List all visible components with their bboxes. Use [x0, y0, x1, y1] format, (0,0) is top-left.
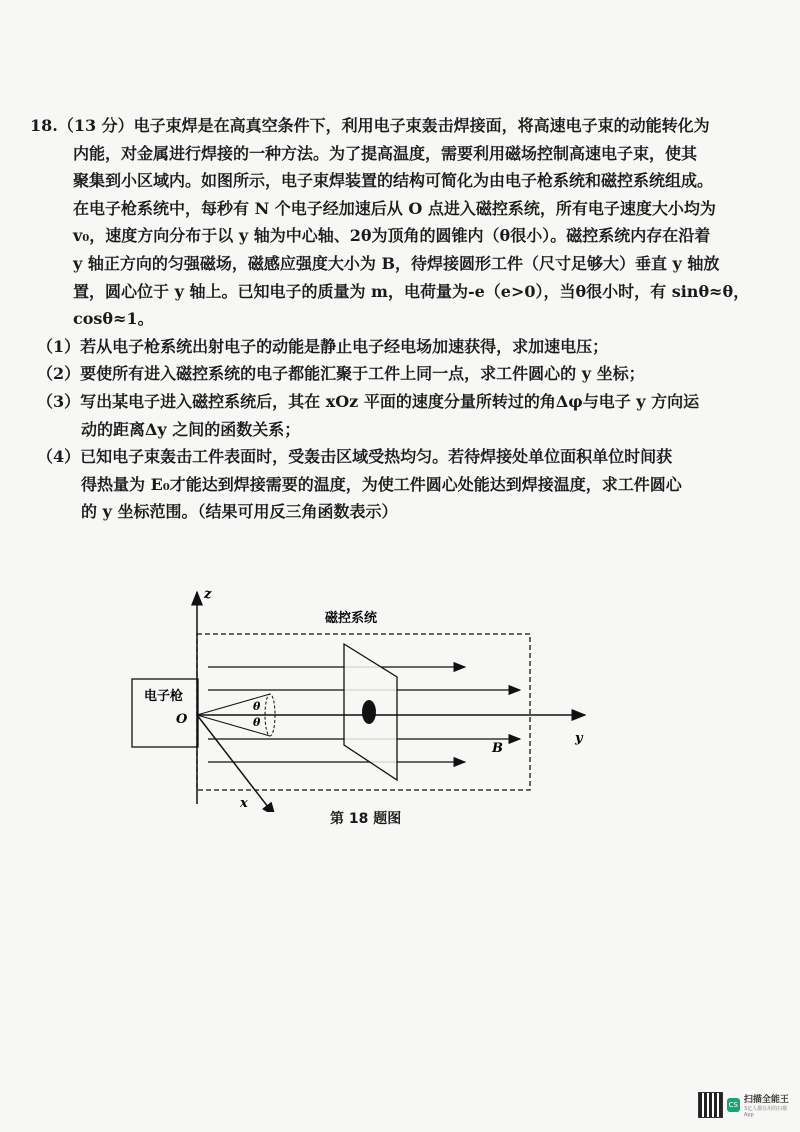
theta-label: θ — [253, 700, 261, 713]
origin-label: O — [176, 712, 188, 727]
question-line: 内能，对金属进行焊接的一种方法。为了提高温度，需要利用磁场控制高速电子束，使其 — [73, 143, 698, 163]
qr-code-icon — [698, 1092, 723, 1118]
question-line: cosθ≈1。 — [73, 309, 154, 329]
x-axis-label: x — [240, 796, 248, 811]
theta-label: θ — [253, 716, 261, 729]
scanner-name: 扫描全能王 — [743, 1095, 789, 1105]
weld-spot — [362, 700, 376, 724]
sub-question-4-cont: 得热量为 E₀才能达到焊接需要的温度，为使工件圆心处能达到焊接温度，求工件圆心 — [81, 474, 682, 494]
z-axis-label: z — [204, 587, 212, 602]
electron-gun-label: 电子枪 — [144, 689, 184, 704]
sub-question-1: （1）若从电子枪系统出射电子的动能是静止电子经电场加速获得，求加速电压； — [37, 336, 609, 356]
question-line: 聚集到小区域内。如图所示，电子束焊装置的结构可简化为由电子枪系统和磁控系统组成。 — [73, 171, 714, 191]
x-axis — [197, 715, 275, 812]
sub-question-2: （2）要使所有进入磁控系统的电子都能汇聚于工件上同一点，求工件圆心的 y 坐标； — [37, 364, 645, 384]
sub-question-4: （4）已知电子束轰击工件表面时，受轰击区域受热均匀。若待焊接处单位面积单位时间获 — [37, 447, 673, 467]
question-line: 18.（13 分）电子束焊是在高真空条件下，利用电子束轰击焊接面，将高速电子束的动能转化为 — [30, 116, 710, 135]
question-line: v₀，速度方向分布于以 y 轴为中心轴、2θ为顶角的圆锥内（θ很小）。磁控系统内存在沿着 — [73, 226, 711, 246]
field-label: B — [492, 741, 503, 756]
question-line: 在电子枪系统中，每秒有 N 个电子经加速后从 O 点进入磁控系统，所有电子速度大小均为 — [73, 198, 716, 218]
figure-18-diagram — [120, 582, 600, 812]
sub-question-3-cont: 动的距离Δy 之间的函数关系； — [81, 419, 301, 439]
question-line: y 轴正方向的匀强磁场，磁感应强度大小为 B，待焊接圆形工件（尺寸足够大）垂直 y 轴放 — [73, 253, 720, 273]
question-18 — [30, 112, 750, 526]
sub-question-4-cont: 的 y 坐标范围。（结果可用反三角函数表示） — [81, 502, 398, 522]
question-line: 置，圆心位于 y 轴上。已知电子的质量为 m，电荷量为-e（e>0），当θ很小时，有 sinθ≈θ， — [73, 281, 750, 301]
scanner-watermark — [698, 1088, 794, 1122]
y-axis-label: y — [575, 731, 583, 746]
scanner-tagline: 3亿人都在用的扫描App — [743, 1106, 788, 1118]
sub-question-3: （3）写出某电子进入磁控系统后，其在 xOz 平面的速度分量所转过的角Δφ与电子 y 方向运 — [37, 391, 700, 411]
magnetic-system-label: 磁控系统 — [325, 611, 378, 626]
camscanner-logo-icon: CS — [727, 1098, 740, 1112]
figure-caption: 第 18 题图 — [330, 811, 402, 827]
